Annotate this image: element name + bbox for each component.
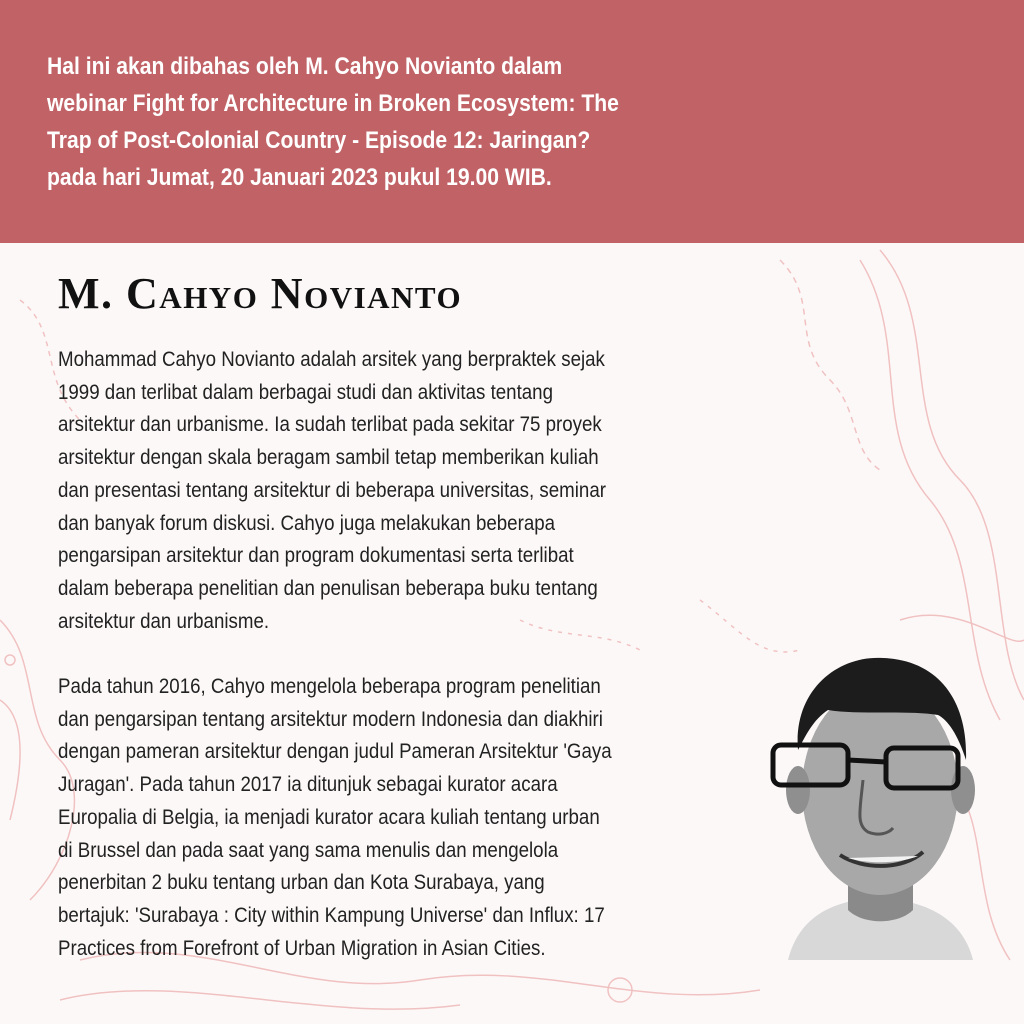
bio-line: Juragan'. Pada tahun 2017 ia ditunjuk sebagai kurator acara [58, 772, 558, 797]
announcement-line: Hal ini akan dibahas oleh M. Cahyo Novianto dalam [47, 53, 563, 80]
bio-paragraph [58, 343, 612, 637]
bio-line: penerbitan 2 buku tentang urban dan Kota Surabaya, yang [58, 870, 545, 895]
announcement-line: pada hari Jumat, 20 Januari 2023 pukul 19.00 WIB. [47, 164, 552, 191]
speaker-name: M. Cahyo Novianto [58, 269, 463, 318]
announcement-text [47, 48, 619, 196]
bio-line: dan pengarsipan tentang arsitektur modern Indonesia dan diakhiri [58, 706, 603, 731]
announcement-banner [0, 0, 1024, 243]
bio-line: pengarsipan arsitektur dan program dokumentasi serta terlibat [58, 543, 574, 568]
bio-line: arsitektur dan urbanisme. Ia sudah terlibat pada sekitar 75 proyek [58, 412, 602, 437]
bio-line: Pada tahun 2016, Cahyo mengelola beberapa program penelitian [58, 674, 601, 699]
bio-line: Europalia di Belgia, ia menjadi kurator acara kuliah tentang urban [58, 804, 600, 829]
bio-line: di Brussel dan pada saat yang sama menulis dan mengelola [58, 837, 559, 862]
bio-line: arsitektur dan urbanisme. [58, 608, 270, 633]
bio-line: Mohammad Cahyo Novianto adalah arsitek yang berpraktek sejak [58, 347, 605, 371]
bio-line: arsitektur dengan skala beragam sambil tetap memberikan kuliah [58, 445, 599, 470]
speaker-portrait-photo [768, 640, 988, 960]
bio-line: dengan pameran arsitektur dengan judul Pameran Arsitektur 'Gaya [58, 739, 612, 764]
announcement-line: Trap of Post-Colonial Country - Episode 12: Jaringan? [47, 127, 591, 154]
bio-line: 1999 dan terlibat dalam berbagai studi dan aktivitas tentang [58, 379, 553, 404]
bio-line: dalam beberapa penelitian dan penulisan beberapa buku tentang [58, 575, 598, 600]
announcement-line: webinar Fight for Architecture in Broken Ecosystem: The [47, 90, 619, 117]
bio-line: dan banyak forum diskusi. Cahyo juga melakukan beberapa [58, 510, 556, 535]
bio-paragraph [58, 670, 612, 964]
bio-line: bertajuk: 'Surabaya : City within Kampung Universe' dan Influx: 17 [58, 902, 605, 927]
speaker-bio [58, 343, 612, 964]
bio-line: Practices from Forefront of Urban Migration in Asian Cities. [58, 935, 546, 960]
bio-line: dan presentasi tentang arsitektur di beberapa universitas, seminar [58, 477, 606, 502]
